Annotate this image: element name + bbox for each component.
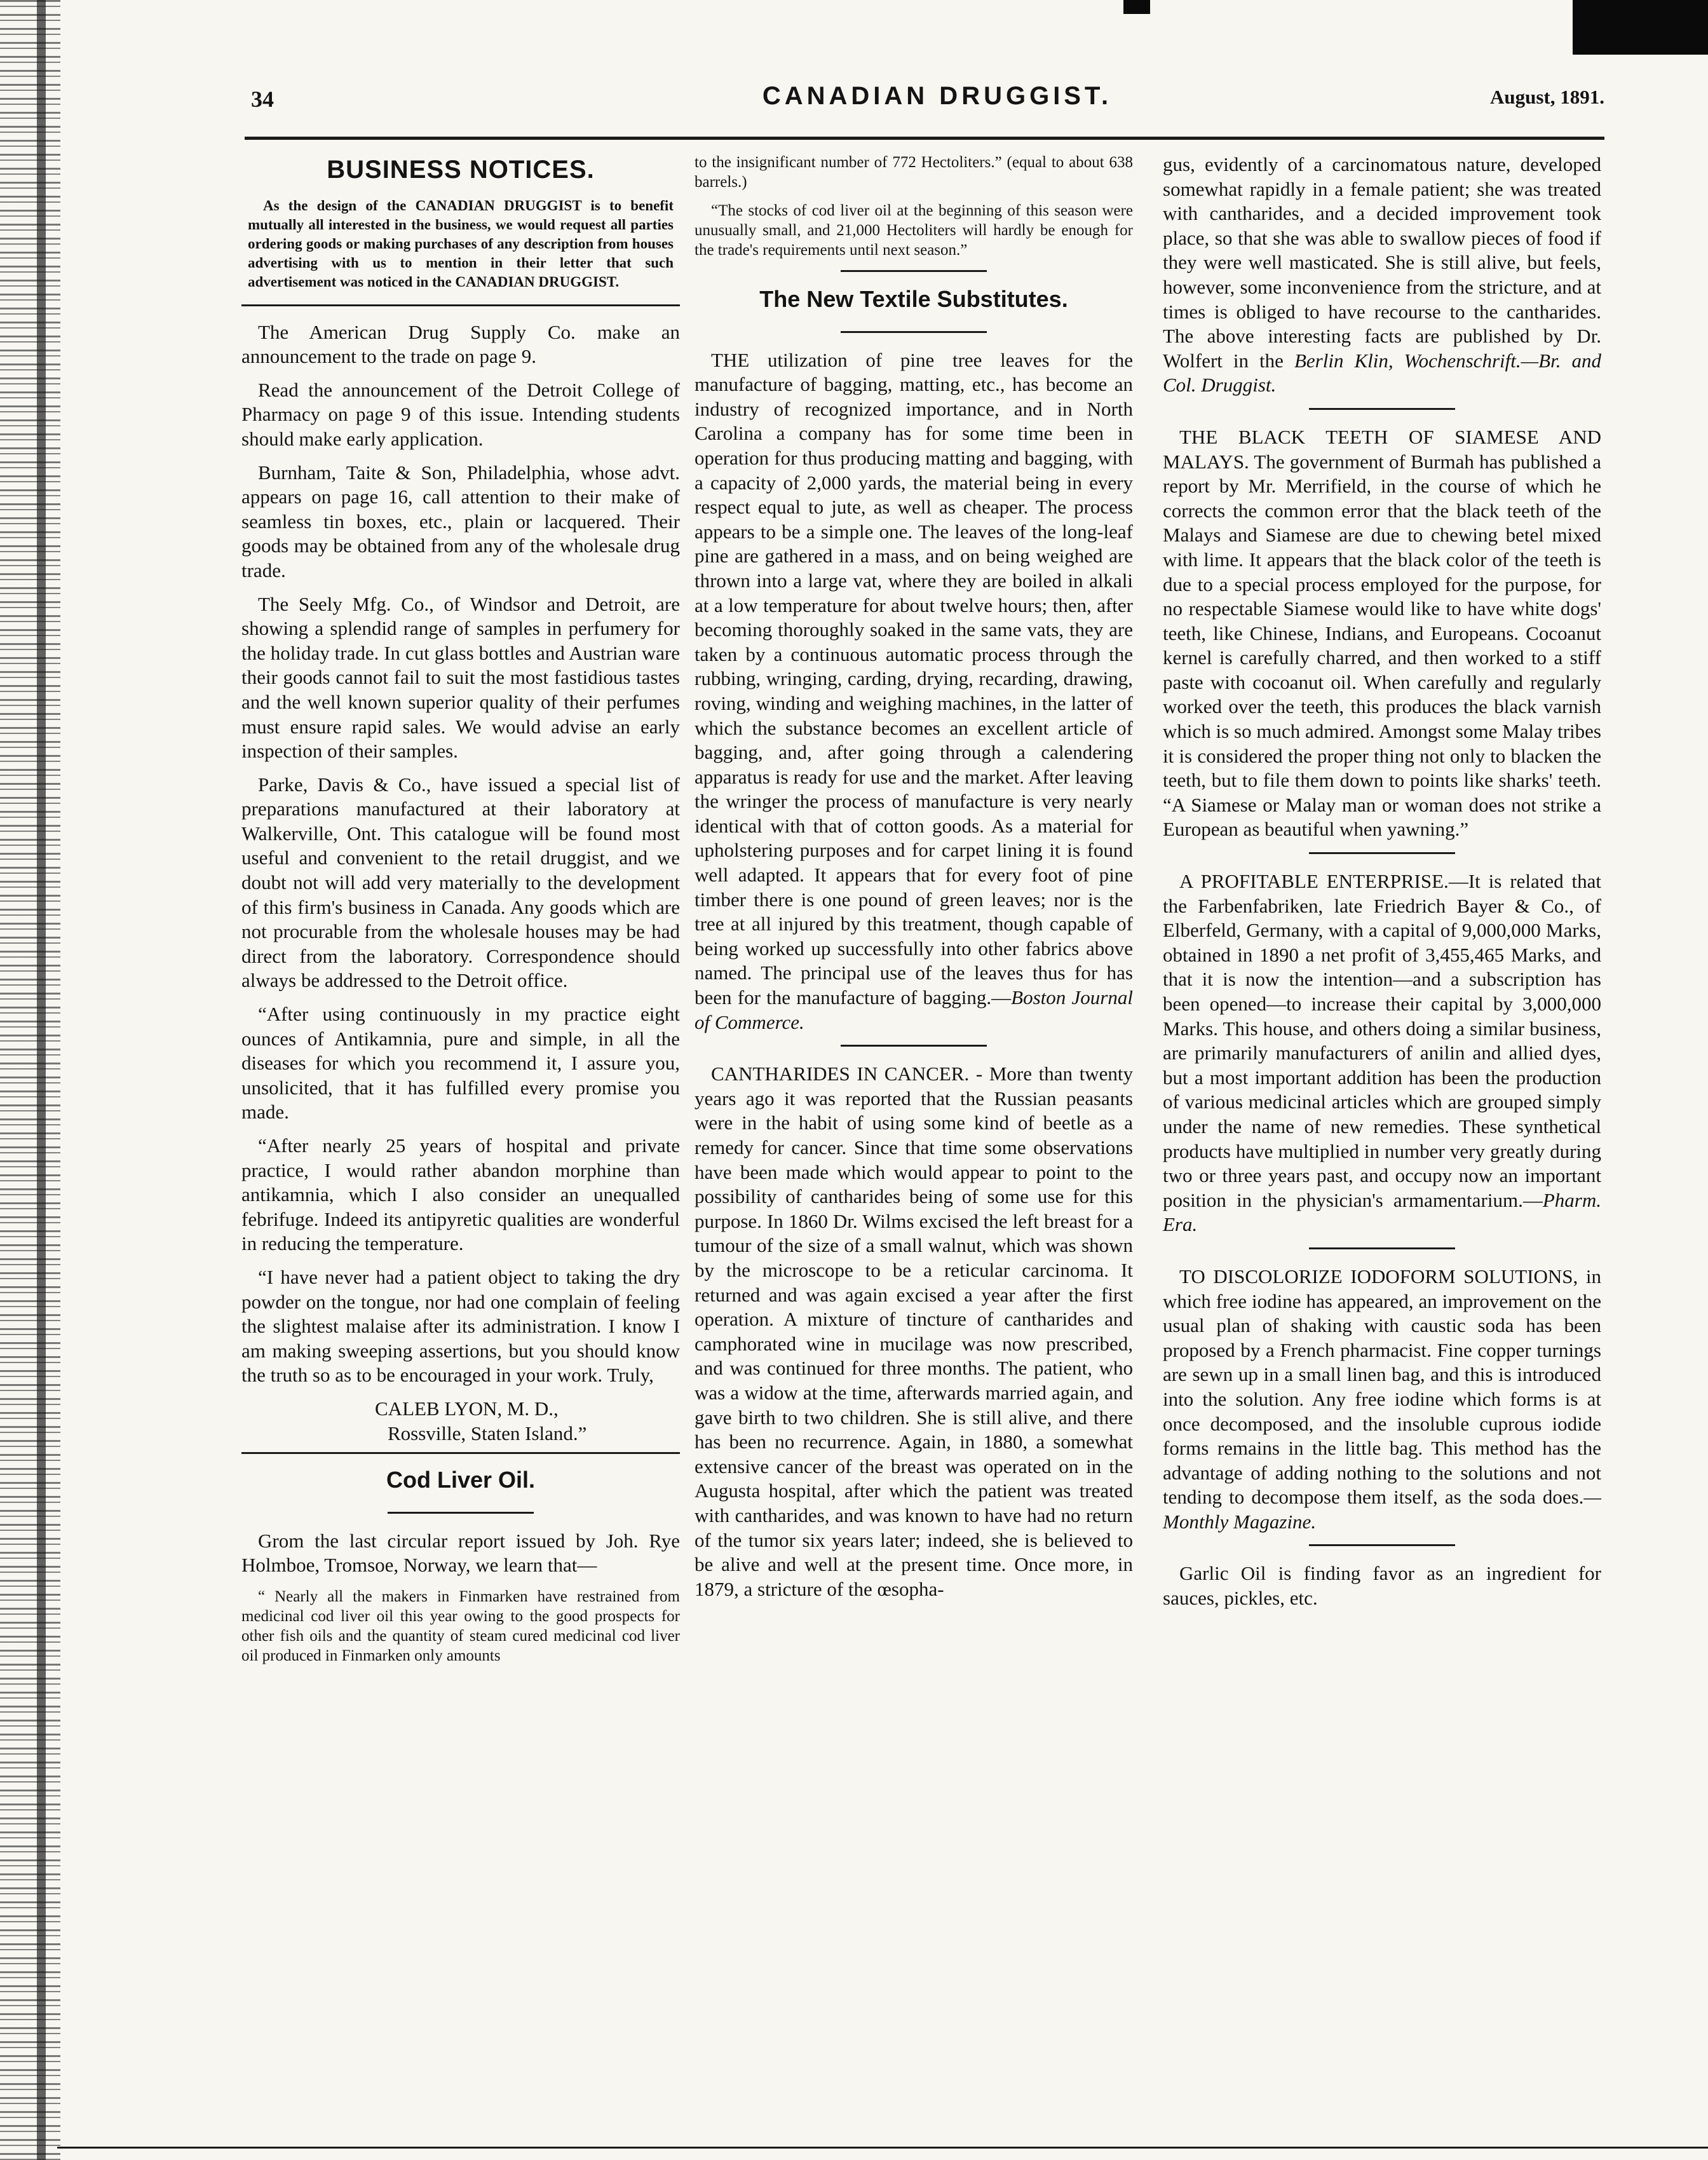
article-paragraph (1163, 425, 1601, 842)
quote-paragraph: “The stocks of cod liver oil at the beginning of this season were unusually small, and 21,000 Hectoliters will hardly be enough for the trade's requirements until next season.” (695, 202, 1133, 259)
section-rule (241, 1452, 680, 1454)
column-3 (1163, 153, 1601, 1620)
scan-edge (0, 0, 1708, 19)
testimonial-paragraph: “After nearly 25 years of hospital and private practice, I would rather abandon morphine than antikamnia, which I also consider an unequalled febrifuge. Indeed its antipyretic qualities are wonderful in reducing the temperature. (241, 1134, 680, 1255)
business-notice: As the design of the CANADIAN DRUGGIST is to benefit mutually all interested in the business, we would request all parties ordering goods or making purchases of any description from houses advertising with us to mention in their letter that such advertisement was noticed in the CANADIAN DRUGGIST. (248, 197, 674, 290)
section-rule (1309, 852, 1455, 854)
article-paragraph (695, 348, 1133, 1035)
notice-paragraph: Burnham, Taite & Son, Philadelphia, whose advt. appears on page 16, call attention to their make of seamless tin boxes, etc., plain or lacquered. Their goods may be obtained from any of the wholesale drug trade. (241, 461, 680, 581)
page-number: 34 (251, 86, 274, 112)
section-rule (1309, 408, 1455, 410)
scan-top-mark (1123, 0, 1150, 14)
article-lead: A PROFITABLE ENTERPRISE. (1179, 870, 1449, 893)
article-text: gus, evidently of a carcinomatous nature, developed somewhat rapidly in a female patient; she was treated with cantharides, and a decided improvement took place, so that she was able to swallow pieces of food if they were well masticated. She is still alive, but feels, however, some inconvenience from the stricture, and at times is obliged to have recourse to the cantharides. The above interesting facts are published by Dr. Wolfert in the (1163, 153, 1601, 372)
article-source: Berlin Klin, Wochenschrift.—Br. and Col. Druggist. (1163, 349, 1601, 397)
scan-corner-mark (1573, 0, 1708, 55)
page-header (251, 82, 1604, 124)
heading-rule (841, 331, 987, 333)
article-paragraph (695, 1062, 1133, 1601)
article-lead: THE BLACK TEETH OF SIAMESE AND MALAYS. (1163, 425, 1601, 473)
section-rule (1309, 1544, 1455, 1546)
testimonial-paragraph: “I have never had a patient object to taking the dry powder on the tongue, nor had one complain of feeling the slightest malaise after its administration. I know I am making sweeping assertions, but you should know the truth so as to be encouraged in your work. Truly, (241, 1265, 680, 1387)
testimonial-paragraph: “After using continuously in my practice eight ounces of Antikamnia, pure and simple, in all the diseases for which you recommend it, I assure you, unsolicited, that it has fulfilled every promise you made. (241, 1003, 680, 1124)
notice-paragraph: The Seely Mfg. Co., of Windsor and Detroit, are showing a splendid range of samples in perfumery for the holiday trade. In cut glass bottles and Austrian ware their goods cannot fail to suit the most fastidious tastes and the well known superior quality of their perfumes must ensure rapid sales. We would advise an early inspection of their samples. (241, 592, 680, 763)
binding-shadow (37, 0, 46, 2160)
signature-place: Rossville, Staten Island.” (388, 1422, 587, 1444)
article-paragraph (1163, 869, 1601, 1237)
textile-heading: The New Textile Substitutes. (759, 286, 1068, 312)
article-paragraph: Grom the last circular report issued by Joh. Rye Holmboe, Tromsoe, Norway, we learn that— (241, 1529, 680, 1577)
quote-paragraph: “ Nearly all the makers in Finmarken have restrained from medicinal cod liver oil this year owing to the good prospects for other fish oils and the quantity of steam cured medicinal cod liver oil produced in Finmarken only amounts (241, 1587, 680, 1664)
article-paragraph: Garlic Oil is finding favor as an ingredient for sauces, pickles, etc. (1163, 1562, 1601, 1610)
article-continuation (1163, 153, 1601, 398)
binding-edge (0, 0, 60, 2160)
column-2 (695, 153, 1133, 1610)
journal-title: CANADIAN DRUGGIST. (762, 82, 1113, 110)
article-source: Pharm. Era. (1163, 1188, 1601, 1236)
article-source: Boston Journal of Commerce. (695, 986, 1133, 1033)
article-lead: CANTHARIDES IN CANCER. (711, 1063, 970, 1085)
cod-liver-oil-heading: Cod Liver Oil. (386, 1467, 536, 1493)
heading-rule (388, 1512, 534, 1514)
page-bottom-rule (57, 2147, 1708, 2149)
article-lead: TO DISCOLORIZE IODOFORM SOLUTIONS, (1179, 1265, 1578, 1287)
article-source: —Monthly Magazine. (1163, 1486, 1601, 1533)
article-text: —It is related that the Farbenfabriken, late Friedrich Bayer & Co., of Elberfeld, Germany, with a capital of 9,000,000 Marks, obtained in 1890 a net profit of 3,455,465 Marks, and that it is now the intention—and a subscription has been opened—to increase their capital by 3,000,000 Marks. This house, and others doing a similar business, are primarily manufacturers of anilin and allied dyes, but a most important addition has been the production of various medicinal articles which are grouped simply under the name of new remedies. These synthetical products have multiplied in number very greatly during two or three years past, and occupy now an important position in the physician's armamentarium.— (1163, 870, 1601, 1211)
section-rule (1309, 1247, 1455, 1249)
article-text: THE utilization of pine tree leaves for the manufacture of bagging, matting, etc., has become an industry of recognized importance, and in North Carolina a company has for some time been in operation for thus producing matting and bagging, with a capacity of 2,000 yards, the material being in every respect equal to jute, as well as cheaper. The process appears to be a simple one. The leaves of the long-leaf pine are gathered in a mass, and on being weighed are thrown into a large vat, where they are boiled in alkali at a low temperature for about twelve hours; then, after becoming thoroughly soaked in the same vats, they are taken by a continuous automatic process through the rubbing, wringing, carding, drying, recarding, drawing, roving, winding and weighing machines, in the latter of which the substance becomes an excellent article of bagging, and, after going through a calendering apparatus is ready for use and the market. After leaving the wringer the process of manufacture is very nearly identical with that of cotton goods. As a material for upholstering purposes and for carpet lining it is found well adapted. It appears that for every foot of pine timber there is one pound of green leaves; nor is the tree at all injured by this treatment, though capable of being worked up successfully into other fabrics above named. The principal use of the leaves thus for has been for the manufacture of bagging.— (695, 348, 1133, 1009)
column-1 (241, 153, 680, 1674)
header-rule (245, 137, 1604, 140)
signature-name: CALEB LYON, M. D., (375, 1397, 559, 1420)
article-text: - More than twenty years ago it was reported that the Russian peasants were in the habit of using some kind of beetle as a remedy for cancer. Since that time some observations have been made which would appear to point to the possibility of cantharides being of some use for this purpose. In 1860 Dr. Wilms excised the left breast for a tumour of the size of a small walnut, which was shown by the microscope to be a reticular carcinoma. It returned and was again excised a year after the first operation. A mixture of tincture of cantharides and camphorated wine in mucilage was now prescribed, and was continued for three months. The patient, who was a widow at the time, afterwards married again, and gave birth to two children. She is still alive, and there has been no recurrence. Again, in 1880, a somewhat extensive cancer of the breast was operated on in the Augusta hospital, after which the patient was treated with cantharides, and was known to have had no return of the tumor six years later; indeed, she is believed to be alive and well at the present time. Once more, in 1879, a stricture of the œsopha- (695, 1063, 1133, 1600)
article-paragraph (1163, 1265, 1601, 1535)
section-rule (841, 270, 987, 272)
quote-continuation: to the insignificant number of 772 Hectoliters.” (equal to about 638 barrels.) (695, 154, 1133, 191)
notice-paragraph: Parke, Davis & Co., have issued a special list of preparations manufactured at their laboratory at Walkerville, Ont. This catalogue will be found most useful and convenient to the retail druggist, and we doubt not will add very materially to the development of this firm's business in Canada. Any goods which are not procurable from the wholesale houses may be had direct from the laboratory. Correspondence should always be addressed to the Detroit office. (241, 773, 680, 992)
notice-paragraph: Read the announcement of the Detroit College of Pharmacy on page 9 of this issue. Intending students should make early application. (241, 378, 680, 450)
article-text: in which free iodine has appeared, an improvement on the usual plan of shaking with caustic soda has been proposed by a French pharmacist. Fine copper turnings are sewn up in a small linen bag, and this is introduced into the solution. Any free iodine which forms is at once decomposed, and the insoluble cuprous iodide forms remains in the little bag. This method has the advantage of adding nothing to the solutions and not tending to decompose them itself, as the soda does. (1163, 1265, 1601, 1509)
article-text: The government of Burmah has published a report by Mr. Merrifield, in the course of which he corrects the common error that the black teeth of the Malays and Siamese are due to chewing betel mixed with lime. It appears that the black color of the teeth is due to a special process employed for the purpose, for no respectable Siamese would like to have white dogs' teeth, like Chinese, Indians, and Europeans. Cocoanut kernel is carefully charred, and then worked to a stiff paste with cocoanut oil. When carefully and regularly worked over the teeth, this produces the black varnish which is so much admired. Amongst some Malay tribes it is considered the proper thing not only to blacken the teeth, but to file them down to points like sharks' teeth. “A Siamese or Malay man or woman does not strike a European as beautiful when yawning.” (1163, 450, 1601, 841)
notice-paragraph: The American Drug Supply Co. make an announcement to the trade on page 9. (241, 320, 680, 368)
section-rule (841, 1045, 987, 1047)
issue-date: August, 1891. (1489, 86, 1604, 108)
section-rule (241, 304, 680, 306)
business-notices-heading: BUSINESS NOTICES. (327, 156, 595, 184)
